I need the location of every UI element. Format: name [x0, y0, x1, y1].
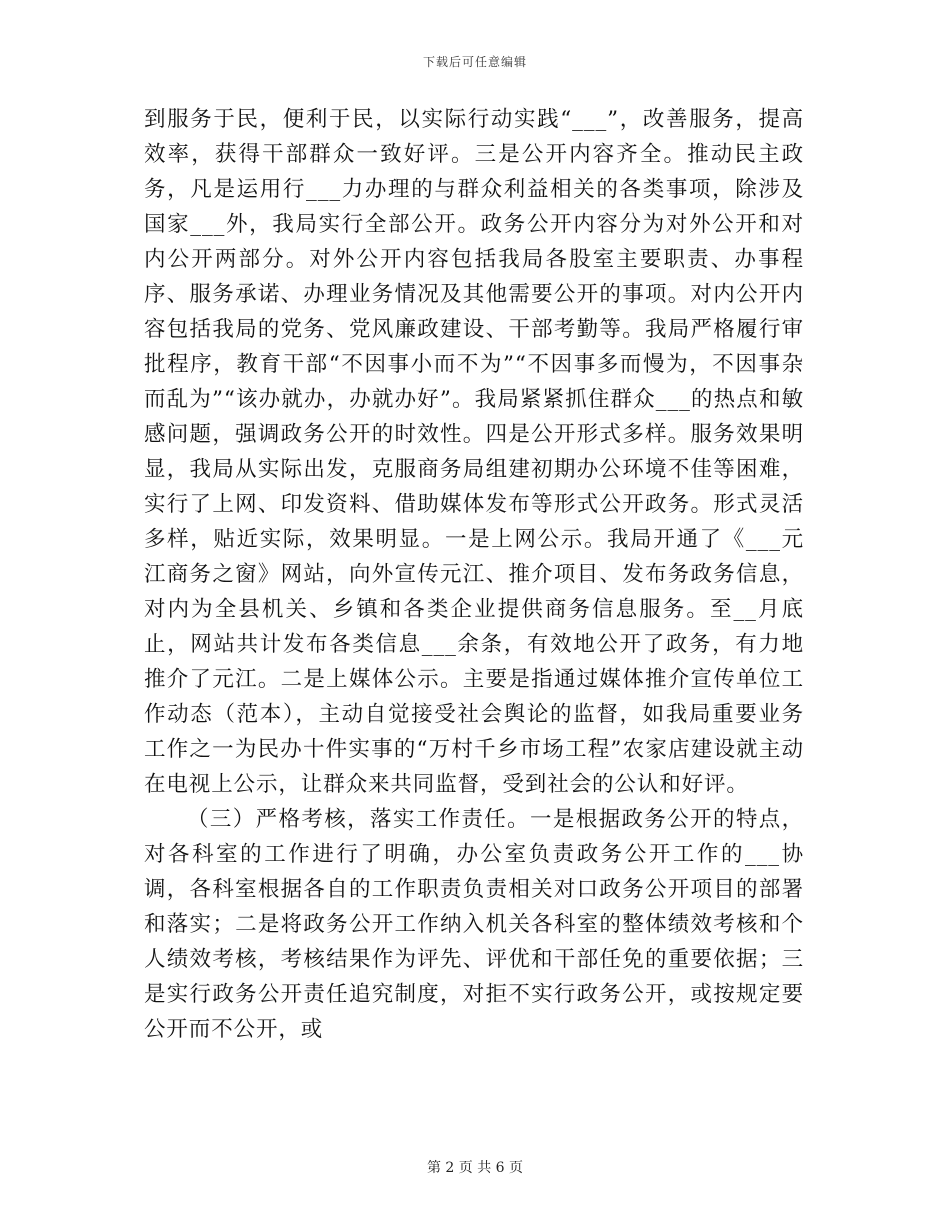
paragraph-2: （三）严格考核，落实工作责任。一是根据政务公开的特点，对各科室的工作进行了明确，办公室负责政务公开工作的___协调，各科室根据各自的工作职责负责相关对口政务公开项目的部署和落实；二是将政务公开工作纳入机关各科室的整体绩效考核和个人绩效考核，考核结果作为评先、评优和干部任免的重要依据；三是实行政务公开责任追究制度，对拒不实行政务公开，或按规定要公开而不公开，或 — [144, 807, 804, 1042]
page-number: 第 2 页 共 6 页 — [426, 1160, 524, 1176]
document-body — [144, 102, 804, 1047]
paragraph-1: 到服务于民，便利于民，以实际行动实践“___”，改善服务，提高效率，获得干部群众一致好评。三是公开内容齐全。推动民主政务，凡是运用行___力办理的与群众利益相关的各类事项，除涉及国家___外，我局实行全部公开。政务公开内容分为对外公开和对内公开两部分。对外公开内容包括我局各股室主要职责、办事程序、服务承诺、办理业务情况及其他需要公开的事项。对内公开内容包括我局的党务、党风廉政建设、干部考勤等。我局严格履行审批程序，教育干部“不因事小而不为”“不因事多而慢为，不因事杂而乱为”“该办就办，办就办好”。我局紧紧抓住群众___的热点和敏感问题，强调政务公开的时效性。四是公开形式多样。服务效果明显，我局从实际出发，克服商务局组建初期办公环境不佳等困难，实行了上网、印发资料、借助媒体发布等形式公开政务。形式灵活多样，贴近实际，效果明显。一是上网公示。我局开通了《___元江商务之窗》网站，向外宣传元江、推介项目、发布务政务信息，对内为全县机关、乡镇和各类企业提供商务信息服务。至__月底止，网站共计发布各类信息___余条，有效地公开了政务，有力地推介了元江。二是上媒体公示。主要是指通过媒体推介宣传单位工作动态（范本），主动自觉接受社会舆论的监督，如我局重要业务工作之一为民办十件实事的“万村千乡市场工程”农家店建设就主动在电视上公示，让群众来共同监督，受到社会的公认和好评。 — [144, 107, 804, 797]
page-header: 下载后可任意编辑 — [422, 55, 527, 69]
